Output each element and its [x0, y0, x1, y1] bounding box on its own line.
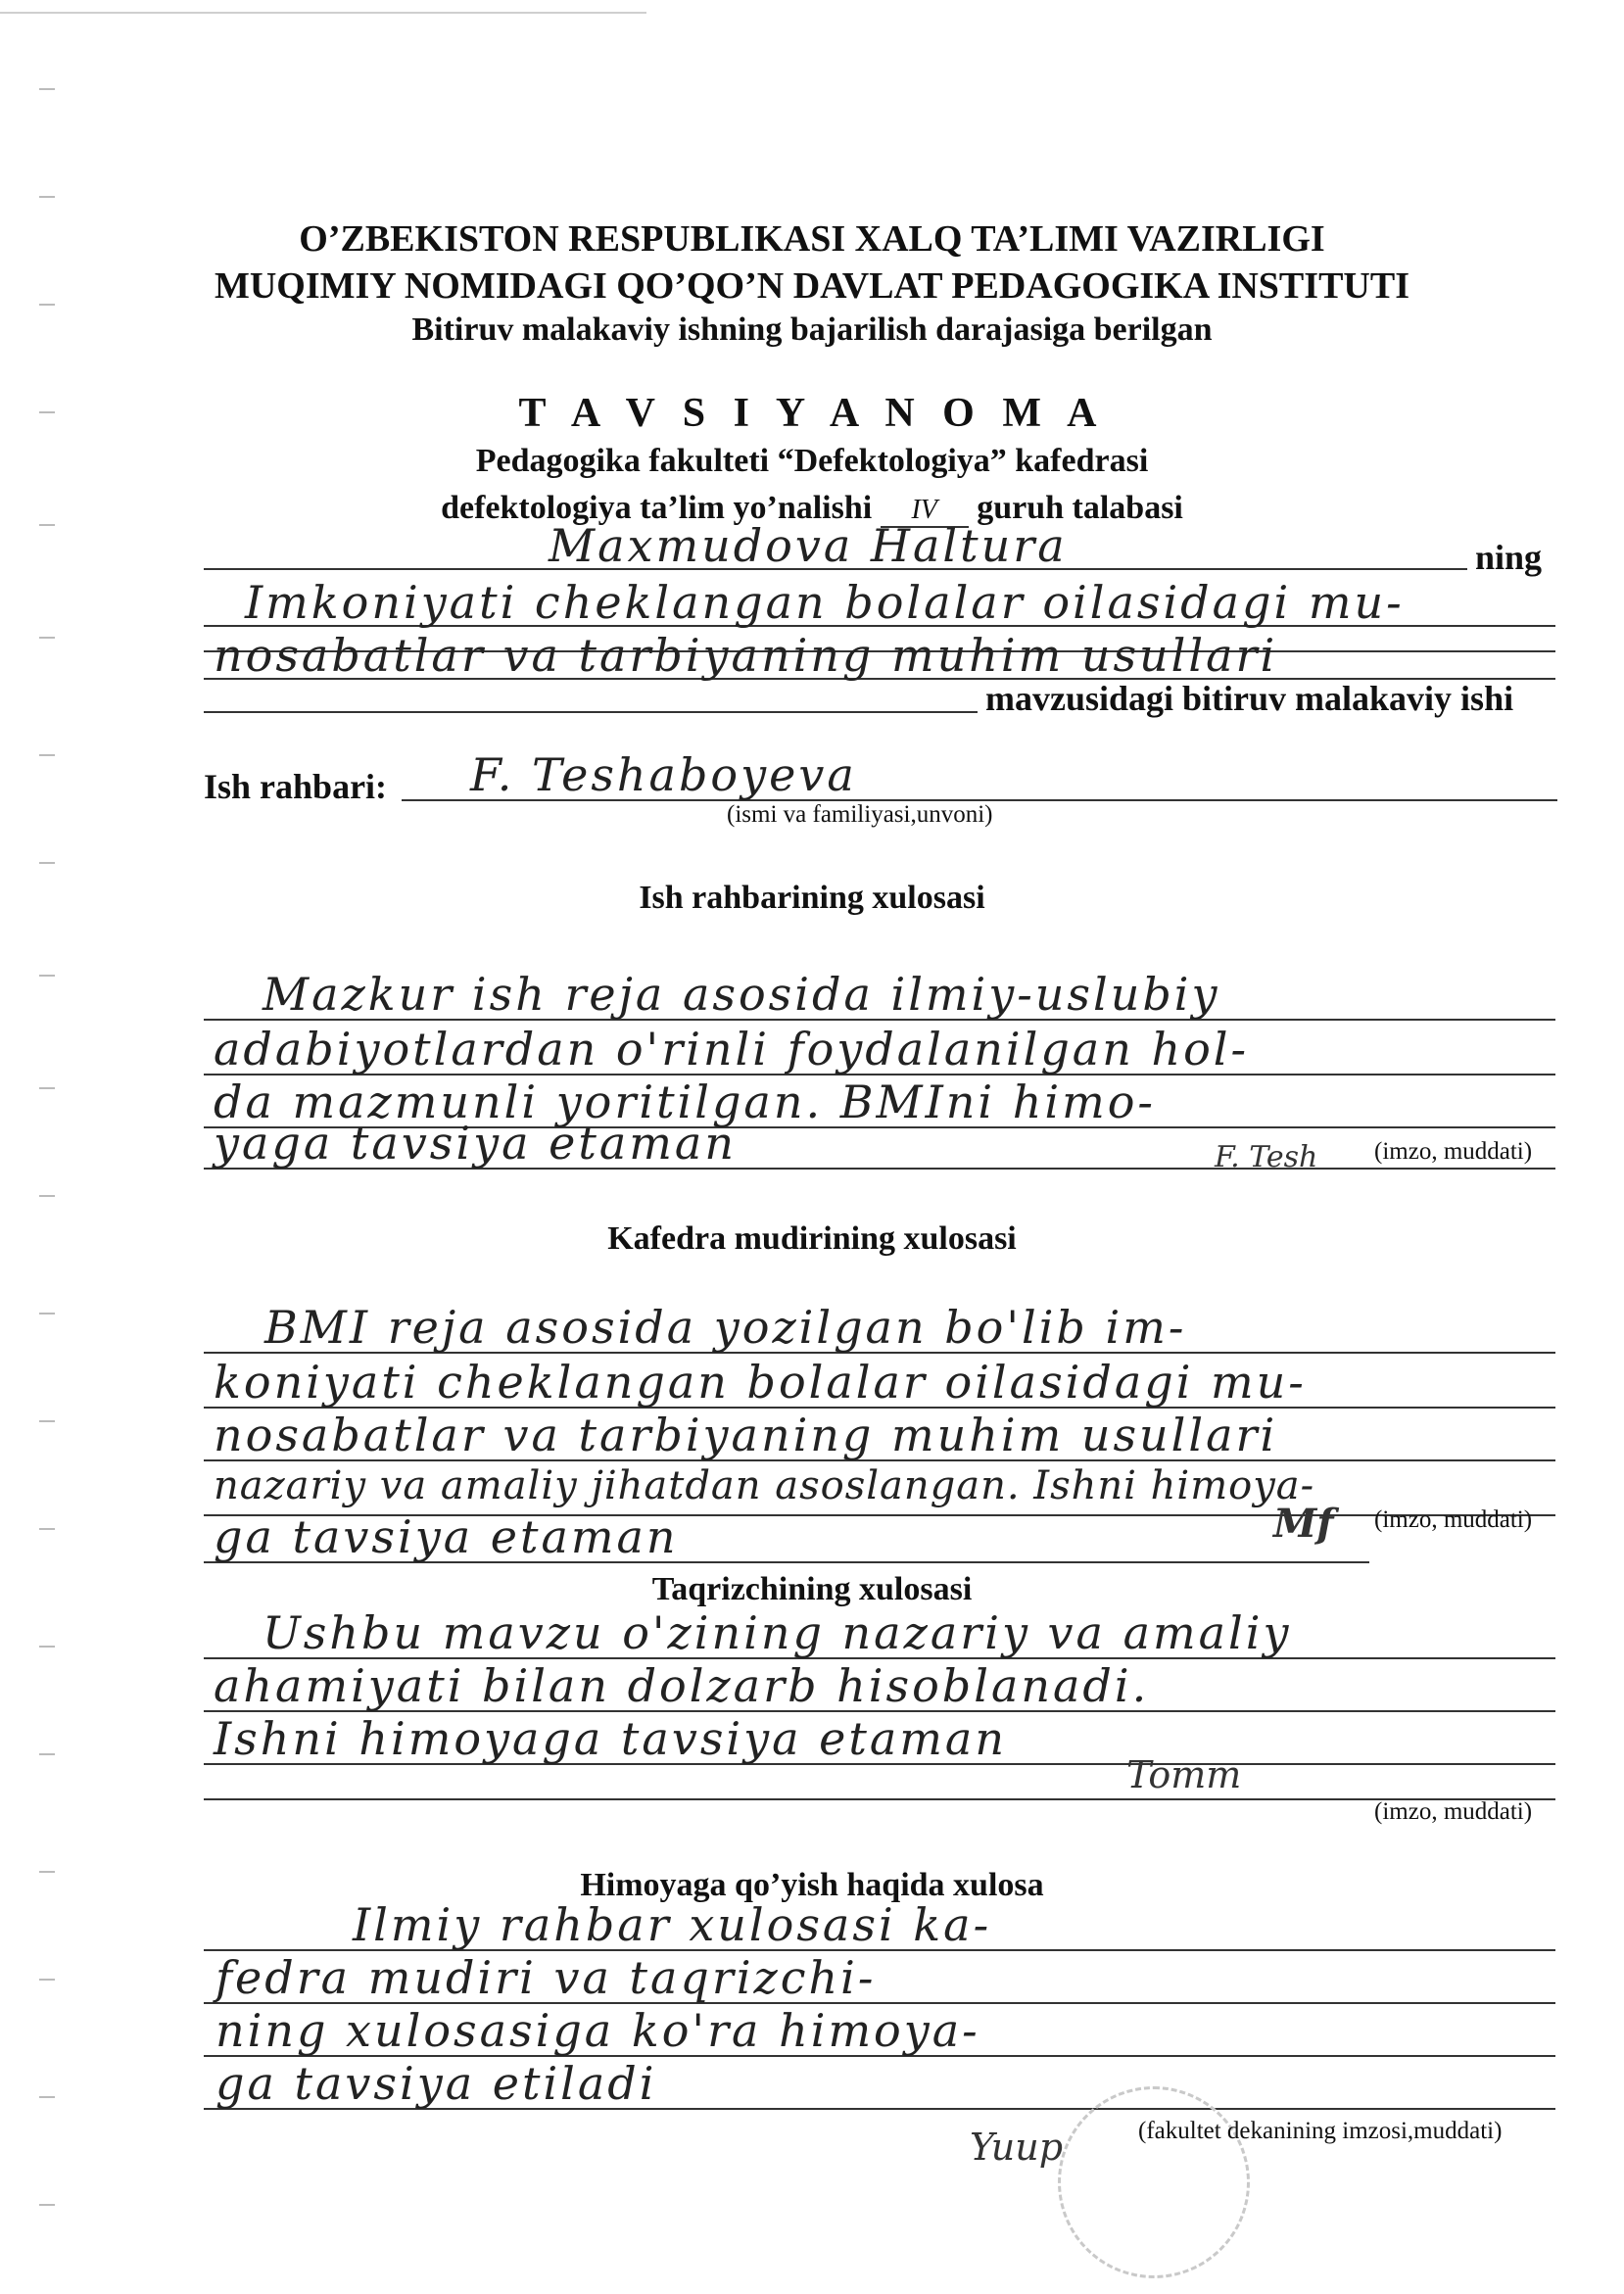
s4-caption: (fakultet dekanining imzosi,muddati): [1138, 2118, 1503, 2144]
topic-suffix: mavzusidagi bitiruv malakaviy ishi: [985, 679, 1514, 718]
supervisor-caption: (ismi va familiyasi,unvoni): [727, 801, 993, 828]
s1-caption: (imzo, muddati): [1374, 1138, 1533, 1165]
section-title-defense: Himoyaga qo’yish haqida xulosa: [580, 1867, 1044, 1903]
s3-text-1: Ushbu mavzu o'zining nazariy va amaliy: [263, 1606, 1292, 1659]
direction-suffix: guruh talabasi: [977, 490, 1183, 526]
top-scan-rule: [0, 12, 646, 14]
s1-signature: F. Tesh: [1215, 1140, 1318, 1174]
s3-text-2: ahamiyati bilan dolzarb hisoblanadi.: [214, 1659, 1150, 1712]
s2-text-3: nosabatlar va tarbiyaning muhim usullari: [214, 1409, 1278, 1461]
s2-signature: Mf: [1273, 1501, 1334, 1547]
s1-text-2: adabiyotlardan o'rinli foydalanilgan hol-: [214, 1023, 1250, 1075]
faculty-stamp: [1058, 2086, 1250, 2278]
supervisor-label: Ish rahbari:: [204, 767, 388, 806]
s1-text-4: yaga tavsiya etaman: [214, 1117, 737, 1170]
s2-text-5: ga tavsiya etaman: [214, 1510, 679, 1563]
s4-text-2: fedra mudiri va taqrizchi-: [215, 1951, 877, 2004]
section-title-department: Kafedra mudirining xulosasi: [607, 1220, 1017, 1257]
s4-text-3: ning xulosasiga ko'ra himoya-: [215, 2004, 980, 2057]
s2-text-2: koniyati cheklangan bolalar oilasidagi mu-: [214, 1356, 1307, 1409]
s2-text-1: BMI reja asosida yozilgan bo'lib im-: [264, 1301, 1187, 1354]
s3-text-3: Ishni himoyaga tavsiya etaman: [214, 1712, 1007, 1765]
direction-prefix: defektologiya ta’lim yo’nalishi: [441, 490, 873, 526]
s3-line-4: [204, 1798, 1555, 1800]
s2-caption: (imzo, muddati): [1374, 1506, 1533, 1533]
faculty-line: Pedagogika fakulteti “Defektologiya” kafedrasi: [475, 443, 1149, 479]
s4-text-4: ga tavsiya etiladi: [215, 2057, 657, 2110]
section-title-reviewer: Taqrizchining xulosasi: [651, 1571, 973, 1607]
group-number: IV: [881, 495, 969, 528]
topic-text-1: Imkoniyati cheklangan bolalar oilasidagi mu-: [245, 576, 1405, 629]
section-title-supervisor: Ish rahbarining xulosasi: [639, 880, 985, 916]
s2-text-4: nazariy va amaliy jihatdan asoslangan. Ishni himoya-: [214, 1463, 1315, 1508]
s3-caption: (imzo, muddati): [1374, 1798, 1533, 1825]
student-name: Maxmudova Haltura: [549, 519, 1068, 572]
document-subtitle: Bitiruv malakaviy ishning bajarilish darajasiga berilgan: [411, 311, 1213, 348]
s4-signature: Yuup: [970, 2126, 1064, 2169]
s3-signature: Tomm: [1126, 1753, 1242, 1796]
s4-text-1: Ilmiy rahbar xulosasi ka-: [353, 1898, 992, 1951]
supervisor-name: F. Teshaboyeva: [470, 748, 857, 801]
topic-line-3: [204, 711, 978, 713]
student-name-suffix: ning: [1475, 538, 1543, 577]
s1-text-1: Mazkur ish reja asosida ilmiy-uslubiy: [263, 968, 1220, 1021]
s1-text-3: da mazmunli yoritilgan. BMIni himo-: [214, 1075, 1156, 1128]
document-title: T A V S I Y A N O M A: [518, 391, 1106, 436]
institute-heading: MUQIMIY NOMIDAGI QO’QO’N DAVLAT PEDAGOGIKA INSTITUTI: [215, 265, 1409, 307]
ministry-heading: O’ZBEKISTON RESPUBLIKASI XALQ TA’LIMI VAZIRLIGI: [299, 218, 1325, 260]
topic-text-2: nosabatlar va tarbiyaning muhim usullari: [214, 629, 1278, 682]
